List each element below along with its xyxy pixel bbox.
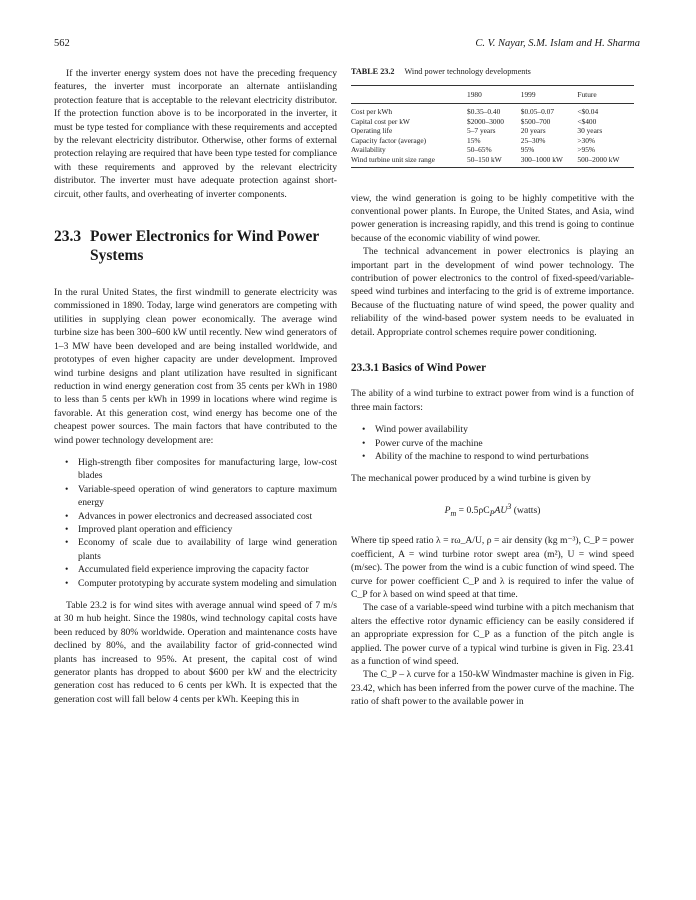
table-header-cell (351, 86, 467, 104)
table-cell: $0.05–0.07 (520, 107, 555, 116)
wind-factors-list (351, 423, 634, 463)
list-item: • Ability of the machine to respond to wind perturbations (362, 451, 589, 463)
table-row (351, 155, 634, 167)
running-header (54, 38, 640, 52)
table-cell: 50–150 kW (467, 155, 521, 167)
table-caption-text: Wind power technology developments (404, 67, 531, 76)
table-row (351, 104, 634, 117)
list-item: • Power curve of the machine (362, 437, 483, 449)
table-header-cell: 1980 (467, 86, 521, 104)
table-cell: 500–2000 kW (577, 155, 634, 167)
table-label: TABLE 23.2 (351, 67, 395, 76)
table-cell: 25–30% (520, 135, 546, 145)
section-title-line-1: Power Electronics for Wind Power (90, 228, 320, 246)
right-paragraph-2: The technical advancement in power electronics is playing an important part in the development of wind power technology. The contribution of power electronics to the control of fixed-speed/variable-speed wind turbines and interfacing to the grid is of extreme importance. Because of the fluctuating nature of wind speed, the power quality and reliability of the wind-based power system needs to be evaluated in detail. Appropriate control schemes require power conditioning. (351, 246, 634, 338)
list-item: • Advances in power electronics and decreased associated cost (65, 510, 313, 522)
table-header-row (351, 86, 634, 104)
section-paragraph-1: In the rural United States, the first windmill to generate electricity was commissioned in 1890. Today, large wind generators are competing with utilities in supplying clean power economically. The average wind turbine size has been 300–600 kW until recently. New wind generators of 1–3 MW have been developed and are being installed worldwide, and prototypes of even higher capacity are under development. Improved wind turbine designs and plant utilization have resulted in significant reduction in wind energy generation cost from 35 cents per kWh in 1980 to less than 5 cents per kWh in 1999 in locations where wind regime is favorable. At this generation cost, wind energy has become one of the cheapest power sources. The main factors that have contributed to the wind power technology development are: (54, 287, 337, 446)
table-cell: 20 years (520, 126, 546, 136)
right-paragraph-7: The C_P – λ curve for a 150-kW Windmaster machine is given in Fig. 23.42, which has been inferred from the power curve of the machine. The ratio of shaft power to the available power in (351, 669, 634, 708)
list-item: • Economy of scale due to availability of large wind generation plants (65, 537, 337, 562)
right-paragraph-1: view, the wind generation is going to be highly competitive with the conventional power plants. In Europe, the United States, and Asia, wind power generation is increasing rapidly, and this trend is going to continue because of the economic viability of wind power. (351, 192, 634, 244)
section-title (54, 227, 337, 265)
list-item: • Accumulated field experience improving the capacity factor (65, 564, 309, 576)
table-cell: Operating life (351, 126, 393, 136)
right-paragraph-4: The mechanical power produced by a wind turbine is given by (351, 473, 591, 485)
intro-paragraph: If the inverter energy system does not have the preceding frequency features, the inverter must incorporate an alternate antiislanding protection feature that is acceptable to the relevant electricity distributor. If the protection function above is to be incorporated in the inverter, it must be type tested for compliance with these requirements and accepted by the relevant electricity distributor. Otherwise, other forms of external protection relaying are required that have been type tested for compliance with these requirements and approved by the relevant electricity distributor. The inverter must have adequate protection against short-circuit, other faults, and overheating of inverter components. (54, 68, 337, 200)
right-paragraph-6: The case of a variable-speed wind turbine with a pitch mechanism that alters the effective rotor dynamic efficiency can be easily considered if an appropriate expression for C_P as a function of the pitch angle is applied. The power curve of a typical wind turbine is given in Fig. 23.41 as a function of wind speed. (351, 602, 634, 668)
table-cell: <$0.04 (577, 107, 599, 116)
right-paragraph-5: Where tip speed ratio λ = rω_A/U, ρ = air density (kg m⁻³), C_P = power coefficient, A = wind turbine rotor swept area (m²), U = wind speed (m/sec). The power from the wind is a cubic function of wind speed. The curve for power coefficient C_P and λ is required to infer the value of C_P for λ based on wind speed at that time. (351, 535, 634, 600)
table-cell: 300–1000 kW (521, 155, 578, 167)
running-authors: C. V. Nayar, S.M. Islam and H. Sharma (475, 38, 640, 49)
section-paragraph-2: Table 23.2 is for wind sites with average annual wind speed of 7 m/s at 30 m hub height. Since the 1980s, wind technology capital costs have been reduced by 80% worldwide. Operation and maintenance costs have declined by 80%, and the availability factor of grid-connected wind plants has increased to 95%. At present, the capital cost of wind generator plants has dropped to about $600 per kW and the electricity generation cost has reduced to 6 cents per kWh. It is expected that the generation cost will fall below 4 cents per kWh. Keeping this in (54, 600, 337, 705)
page-number: 562 (54, 38, 70, 49)
table-cell: 95% (520, 145, 535, 155)
table-cell: Wind turbine unit size range (351, 155, 467, 167)
factors-list (54, 456, 337, 590)
section-title-line-2: Systems (90, 247, 144, 265)
table-cell: 50–65% (467, 145, 492, 155)
right-paragraph-3: The ability of a wind turbine to extract power from wind is a function of three main factors: (351, 388, 634, 413)
table-header-cell: Future (577, 86, 634, 104)
table-row (351, 117, 634, 127)
table-cell: Availability (351, 145, 386, 155)
list-item: • Wind power availability (362, 424, 468, 436)
table-cell: $2000–3000 (467, 116, 504, 126)
table-row (351, 145, 634, 155)
subsection-title: 23.3.1 Basics of Wind Power (351, 362, 487, 375)
list-item: • Variable-speed operation of wind generators to capture maximum energy (65, 483, 337, 509)
table-caption (351, 65, 634, 78)
right-column (351, 65, 634, 709)
list-item: • Improved plant operation and efficiency (65, 523, 233, 535)
table-cell: >95% (577, 145, 596, 155)
table-cell: <$400 (577, 116, 597, 126)
table-row (351, 126, 634, 136)
table-cell: 5–7 years (467, 126, 496, 136)
table-cell: $500–700 (520, 116, 551, 126)
table-row (351, 136, 634, 146)
list-item: • High-strength fiber composites for manufacturing large, low-cost blades (65, 456, 337, 482)
left-column (54, 67, 337, 706)
table-cell: Capacity factor (average) (351, 135, 427, 145)
section-number: 23.3 (54, 228, 82, 246)
table-cell: >30% (577, 135, 596, 145)
table-cell: Capital cost per kW (351, 116, 410, 126)
table-cell: 30 years (577, 126, 603, 136)
table-cell: Cost per kWh (351, 107, 393, 116)
wind-tech-table (351, 85, 634, 167)
table-cell: 15% (467, 135, 481, 145)
table-cell: $0.35–0.40 (467, 107, 501, 116)
table-header-cell: 1999 (521, 86, 578, 104)
power-equation: $P_m = 0.5\rho C_PAU^3$ (watts) (444, 501, 541, 518)
table-block (351, 65, 634, 168)
list-item: • Computer prototyping by accurate system modeling and simulation (65, 577, 337, 589)
